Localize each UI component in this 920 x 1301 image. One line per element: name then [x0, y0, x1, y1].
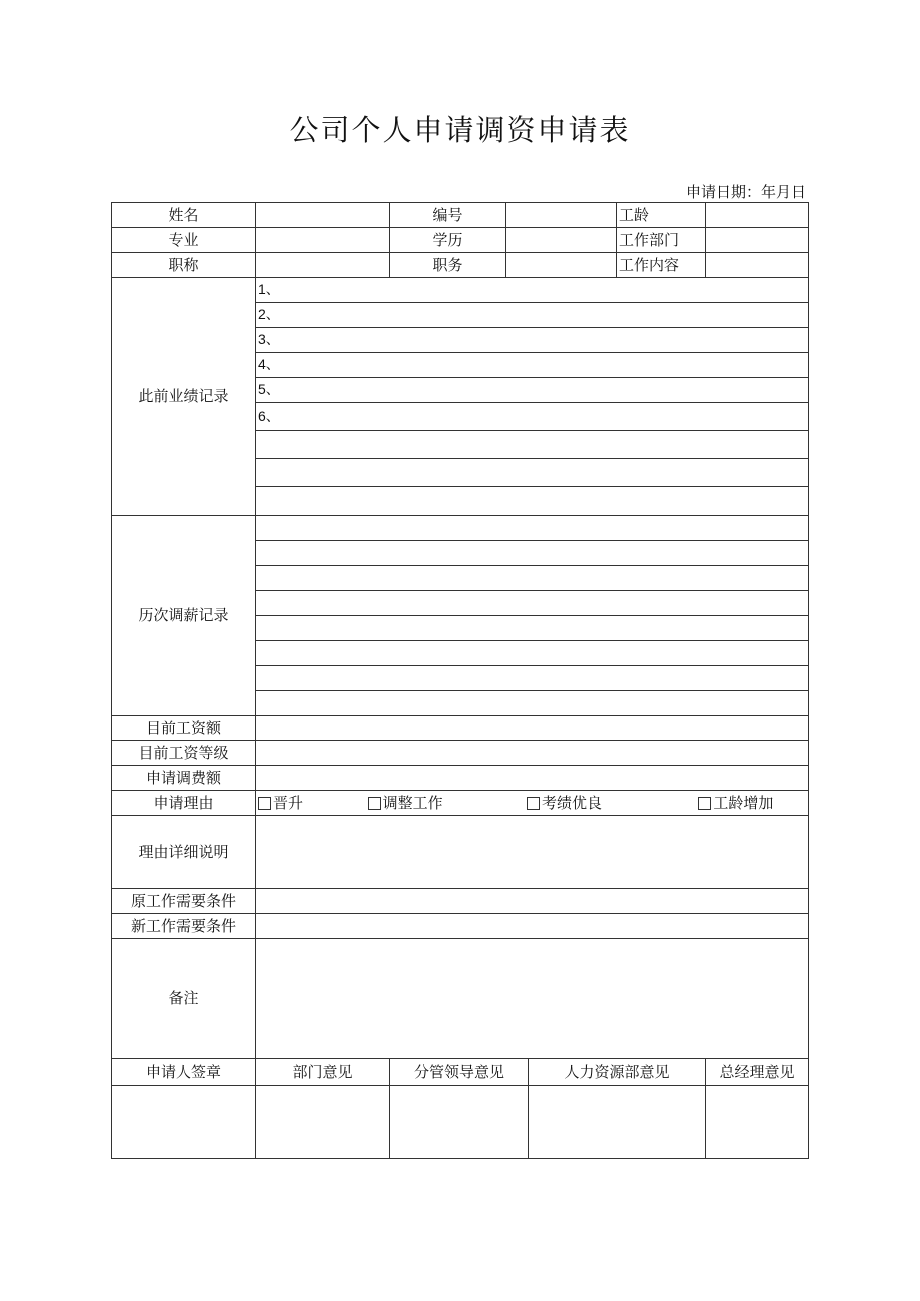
leader-opinion-header: 分管领导意见: [390, 1059, 529, 1086]
salary-history-row[interactable]: [256, 541, 809, 566]
current-salary-value[interactable]: [256, 716, 809, 741]
leader-opinion-cell[interactable]: [390, 1086, 529, 1159]
salary-history-row[interactable]: [256, 516, 809, 541]
checkbox-icon[interactable]: [698, 797, 711, 810]
reason-option-label: 工龄增加: [713, 793, 774, 812]
performance-item[interactable]: 4、: [256, 353, 809, 378]
requested-amount-value[interactable]: [256, 766, 809, 791]
hr-opinion-header: 人力资源部意见: [529, 1059, 706, 1086]
current-grade-label: 目前工资等级: [112, 741, 256, 766]
current-grade-value[interactable]: [256, 741, 809, 766]
current-salary-label: 目前工资额: [112, 716, 256, 741]
work-content-label: 工作内容: [617, 253, 706, 278]
reason-option-promotion[interactable]: [258, 795, 368, 812]
salary-history-row[interactable]: [256, 616, 809, 641]
old-requirements-value[interactable]: [256, 889, 809, 914]
department-label: 工作部门: [617, 228, 706, 253]
reason-detail-value[interactable]: [256, 816, 809, 889]
gm-opinion-cell[interactable]: [706, 1086, 809, 1159]
performance-blank-row[interactable]: [256, 431, 809, 459]
education-label: 学历: [390, 228, 506, 253]
reason-option-job-change[interactable]: [368, 795, 527, 812]
salary-history-row[interactable]: [256, 591, 809, 616]
work-content-value[interactable]: [706, 253, 809, 278]
name-label: 姓名: [112, 203, 256, 228]
salary-history-row[interactable]: [256, 641, 809, 666]
dept-opinion-header: 部门意见: [256, 1059, 390, 1086]
performance-item[interactable]: 6、: [256, 403, 809, 431]
salary-history-label: 历次调薪记录: [112, 516, 256, 716]
performance-item[interactable]: 2、: [256, 303, 809, 328]
performance-item[interactable]: 5、: [256, 378, 809, 403]
hr-opinion-cell[interactable]: [529, 1086, 706, 1159]
position-value[interactable]: [506, 253, 617, 278]
position-label: 职务: [390, 253, 506, 278]
performance-item[interactable]: 3、: [256, 328, 809, 353]
reason-detail-label: 理由详细说明: [112, 816, 256, 889]
name-value[interactable]: [256, 203, 390, 228]
performance-blank-row[interactable]: [256, 459, 809, 487]
reason-option-performance[interactable]: [527, 795, 698, 812]
requested-amount-label: 申请调费额: [112, 766, 256, 791]
major-label: 专业: [112, 228, 256, 253]
title-rank-value[interactable]: [256, 253, 390, 278]
seniority-value[interactable]: [706, 203, 809, 228]
checkbox-icon[interactable]: [527, 797, 540, 810]
reason-options: [256, 791, 809, 816]
applicant-sign-header: 申请人签章: [112, 1059, 256, 1086]
performance-blank-row[interactable]: [256, 487, 809, 516]
reason-option-label: 考绩优良: [542, 793, 603, 812]
checkbox-icon[interactable]: [258, 797, 271, 810]
old-requirements-label: 原工作需要条件: [112, 889, 256, 914]
reason-option-seniority[interactable]: [698, 795, 808, 812]
dept-opinion-cell[interactable]: [256, 1086, 390, 1159]
remarks-label: 备注: [112, 939, 256, 1059]
seniority-label: 工龄: [617, 203, 706, 228]
gm-opinion-header: 总经理意见: [706, 1059, 809, 1086]
salary-history-row[interactable]: [256, 566, 809, 591]
education-value[interactable]: [506, 228, 617, 253]
applicant-sign-cell[interactable]: [112, 1086, 256, 1159]
major-value[interactable]: [256, 228, 390, 253]
application-form: [111, 202, 809, 1159]
new-requirements-value[interactable]: [256, 914, 809, 939]
title-rank-label: 职称: [112, 253, 256, 278]
reason-option-label: 调整工作: [382, 793, 443, 812]
performance-item[interactable]: 1、: [256, 278, 809, 303]
remarks-value[interactable]: [256, 939, 809, 1059]
apply-date: 申请日期：年月日: [685, 183, 806, 201]
salary-history-row[interactable]: [256, 691, 809, 716]
reason-label: 申请理由: [112, 791, 256, 816]
performance-label: 此前业绩记录: [112, 278, 256, 516]
new-requirements-label: 新工作需要条件: [112, 914, 256, 939]
department-value[interactable]: [706, 228, 809, 253]
page-title: 公司个人申请调资申请表: [289, 113, 631, 147]
reason-option-label: 晋升: [273, 793, 304, 812]
number-value[interactable]: [506, 203, 617, 228]
number-label: 编号: [390, 203, 506, 228]
checkbox-icon[interactable]: [368, 797, 381, 810]
salary-history-row[interactable]: [256, 666, 809, 691]
